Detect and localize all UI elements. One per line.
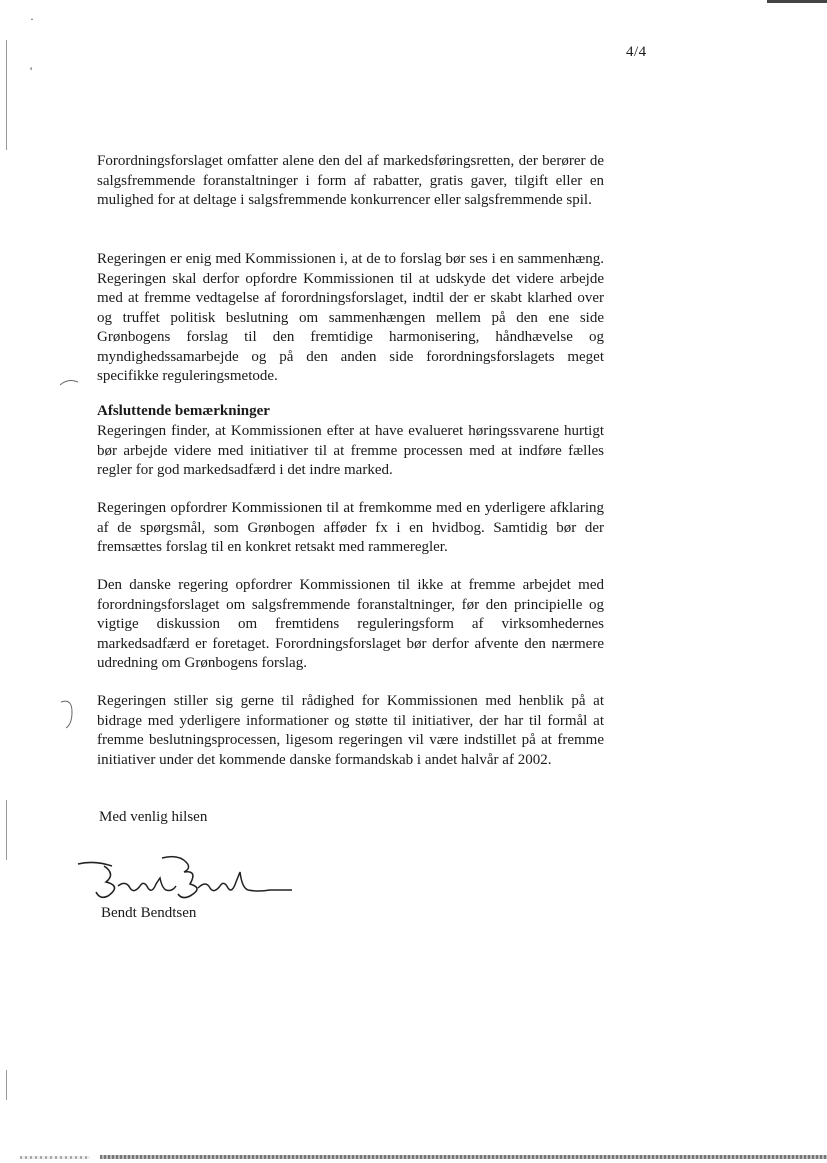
- closing-salutation: Med venlig hilsen: [99, 809, 208, 825]
- scan-artifact-bottom-left: [20, 1156, 90, 1159]
- scan-speck: ·: [30, 12, 34, 26]
- scan-mark-curve: [58, 376, 80, 388]
- scan-speck: ': [30, 64, 33, 78]
- scan-artifact-top: [767, 0, 827, 3]
- handwritten-signature: [74, 852, 296, 904]
- section-heading: Afsluttende bemærkninger: [97, 403, 270, 419]
- scan-mark-bracket: [58, 696, 78, 730]
- page-number: 4/4: [626, 44, 647, 60]
- scan-edge-line: [6, 800, 7, 860]
- paragraph-conclusion-3: Den danske regering opfordrer Kommissionen til ikke at fremme arbejdet med forordningsforslaget om salgsfremmende foranstaltninger, før den principielle og vigtige diskussion om fremtidens reguleringsform af virksomhedernes markedsadfærd er foretaget. Forordningsforslaget bør derfor afvente den nærmere udredning om Grønbogens forslag.: [97, 577, 604, 671]
- paragraph-conclusion-1: Regeringen finder, at Kommissionen efter at have evalueret høringssvarene hurtigt bør arbejde videre med initiativer til at fremme processen med at indføre fælles regler for god markedsadfærd i det indre marked.: [97, 423, 604, 478]
- scan-artifact-bottom: [100, 1155, 827, 1159]
- scan-edge-line: [6, 1070, 7, 1100]
- paragraph-conclusion-4: Regeringen stiller sig gerne til rådighed for Kommissionen med henblik på at bidrage med yderligere informationer og støtte til initiativer, der har til formål at fremme beslutningsprocessen, ligesom regeringen vil være indstillet på at fremme initiativer under det kommende danske formandskab i andet halvår af 2002.: [97, 693, 604, 768]
- paragraph-scope: Forordningsforslaget omfatter alene den del af markedsføringsretten, der berører de salgsfremmende foranstaltninger i form af rabatter, gratis gaver, tilgift eller en mulighed for at deltage i salgsfremmende konkurrencer eller salgsfremmende spil.: [97, 153, 604, 208]
- paragraph-government-position: Regeringen er enig med Kommissionen i, at de to forslag bør ses i en sammenhæng. Regeringen skal derfor opfordre Kommissionen til at udskyde det videre arbejde med at fremme vedtagelse af forordningsforslaget, indtil der er skabt klarhed over og truffet politisk beslutning om sammenhængen mellem på den ene side Grønbogens forslag til den fremtidige harmonisering, håndhævelse og myndighedssamarbejde og på den anden side forordningsforslagets meget specifikke reguleringsmetode.: [97, 251, 604, 384]
- scan-edge-line: [6, 40, 7, 150]
- signer-name: Bendt Bendtsen: [101, 905, 197, 921]
- paragraph-conclusion-2: Regeringen opfordrer Kommissionen til at fremkomme med en yderligere afklaring af de spørgsmål, som Grønbogen afføder fx i en hvidbog. Samtidig bør der fremsættes forslag til en konkret retsakt med rammeregler.: [97, 500, 604, 555]
